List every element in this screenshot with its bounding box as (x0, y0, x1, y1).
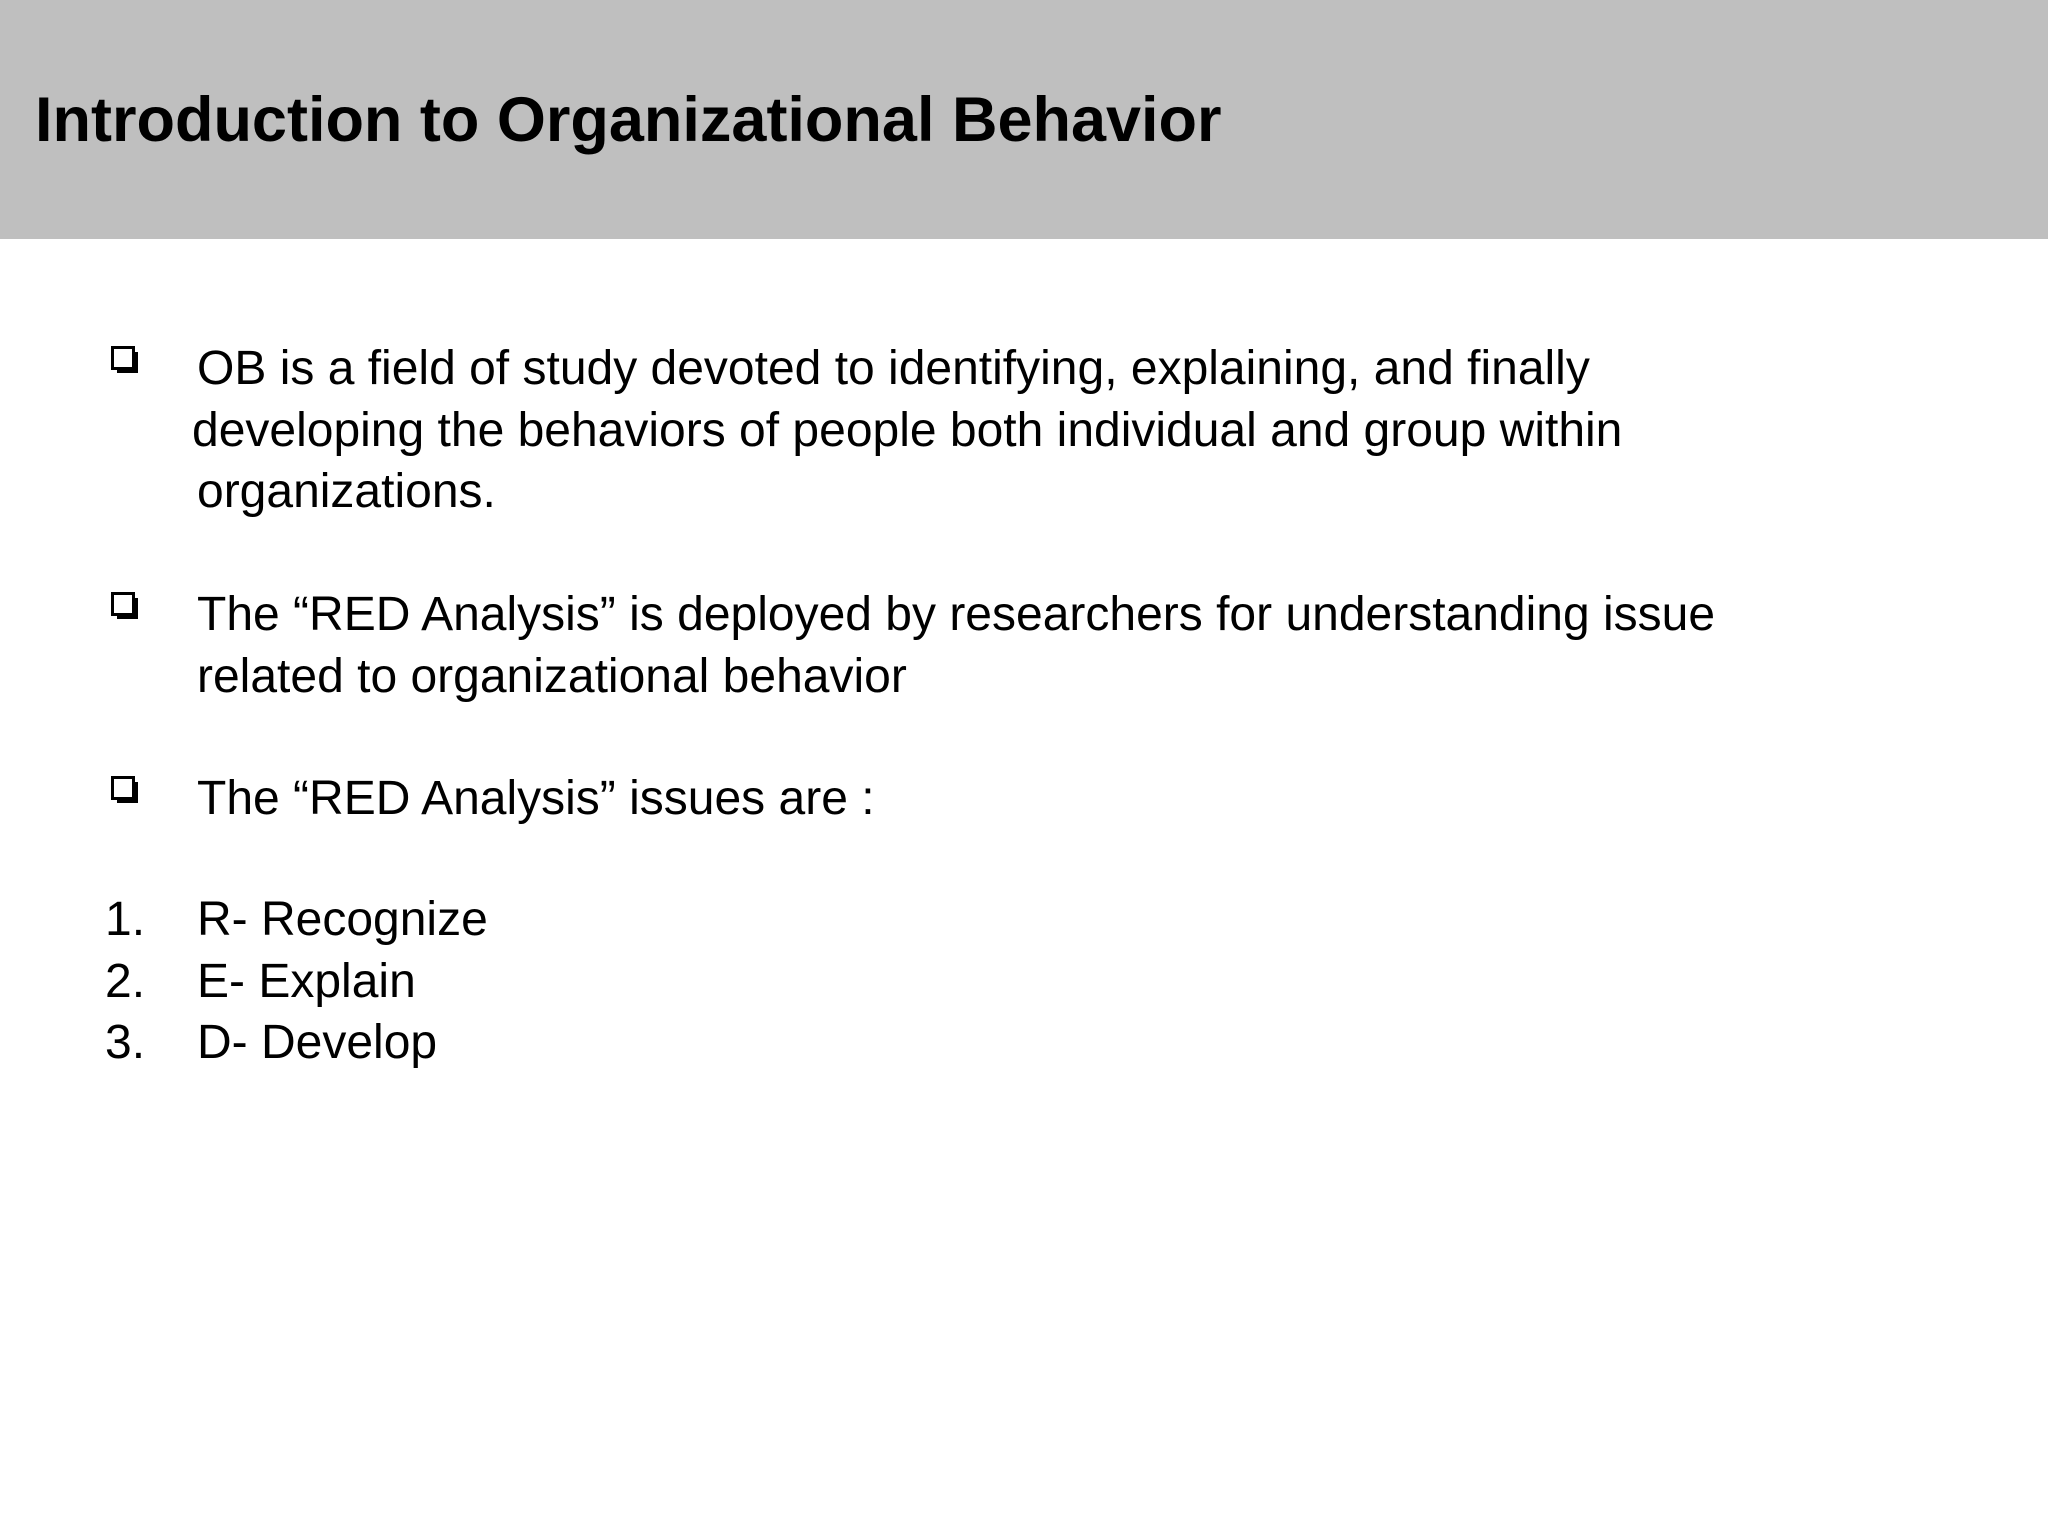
list-number: 2. (105, 954, 146, 1008)
title-bar (0, 0, 2048, 239)
list-item-text: D- Develop (197, 1016, 438, 1069)
bullet-text (197, 768, 1897, 830)
list-item (0, 889, 2048, 951)
bullet-line: The “RED Analysis” is deployed by researchers for understanding issue (197, 588, 1716, 641)
bullet-line: organizations. (197, 465, 496, 518)
checkbox-square-icon (111, 592, 139, 620)
numbered-list (0, 889, 2048, 1074)
slide-title: Introduction to Organizational Behavior (35, 85, 1222, 155)
checkbox-square-icon (111, 776, 139, 804)
checkbox-square-icon (111, 346, 139, 374)
bullet-line: The “RED Analysis” issues are : (197, 772, 875, 825)
bullet-line: OB is a field of study devoted to identifying, explaining, and finally (197, 342, 1590, 395)
list-item (0, 1012, 2048, 1074)
bullet-text (192, 338, 1897, 523)
bullet-line: related to organizational behavior (197, 649, 907, 703)
list-item-text: E- Explain (197, 954, 416, 1008)
list-number: 3. (105, 1016, 146, 1069)
list-number: 1. (105, 893, 146, 946)
bullet-line: developing the behaviors of people both individual and group within (192, 403, 1623, 457)
list-item (0, 951, 2048, 1013)
bullet-text (197, 584, 1897, 707)
list-item-text: R- Recognize (197, 893, 488, 946)
